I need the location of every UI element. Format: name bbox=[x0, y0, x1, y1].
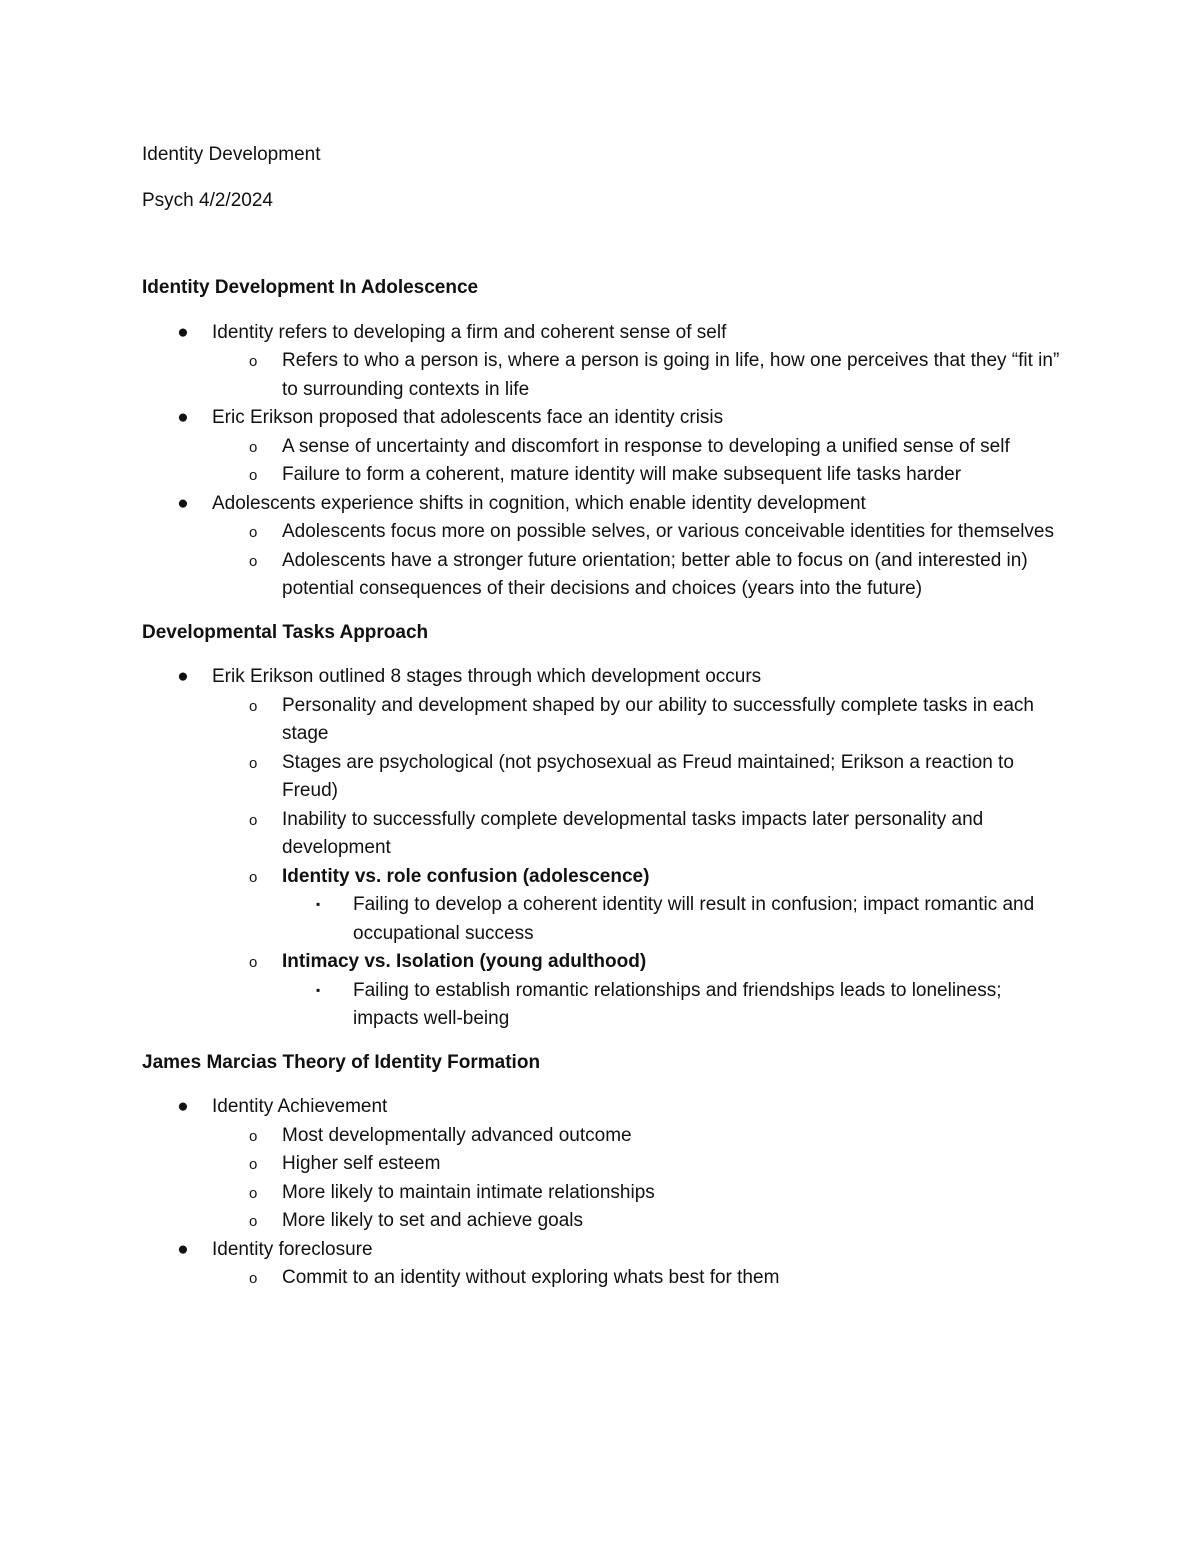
nested-sub-list bbox=[282, 891, 1062, 948]
nested-list-item bbox=[282, 977, 1062, 1034]
circle-bullet-icon: o bbox=[249, 811, 258, 829]
circle-bullet-icon: o bbox=[249, 954, 258, 971]
section bbox=[142, 1049, 1062, 1293]
document-subtitle: Psych 4/2/2024 bbox=[142, 189, 273, 211]
nested-list-item-text: Failing to develop a coherent identity will result in confusion; impact romantic and occupational success bbox=[353, 894, 1035, 944]
sub-list-item bbox=[212, 863, 1062, 949]
list-item-text: Identity foreclosure bbox=[212, 1238, 373, 1260]
sub-list-item-text: Inability to successfully complete developmental tasks impacts later personality and development bbox=[282, 808, 984, 858]
circle-bullet-icon: o bbox=[249, 697, 258, 715]
sub-list-item-text: Personality and development shaped by our ability to successfully complete tasks in each stage bbox=[282, 694, 1034, 744]
section bbox=[142, 619, 1062, 1034]
list-item bbox=[142, 1236, 1062, 1293]
sub-list-item-text: Stages are psychological (not psychosexual as Freud maintained; Erikson a reaction to Freud) bbox=[282, 751, 1014, 801]
sub-list-item bbox=[212, 1150, 1062, 1179]
square-bullet-icon: ▪ bbox=[316, 982, 321, 997]
list-item-text: Identity Achievement bbox=[212, 1096, 388, 1117]
sub-list-item bbox=[212, 433, 1062, 462]
circle-bullet-icon: o bbox=[249, 467, 258, 484]
bullet-icon: ● bbox=[177, 1096, 189, 1117]
notes-body bbox=[142, 274, 1062, 1293]
sub-list-item-text: A sense of uncertainty and discomfort in response to developing a unified sense of self bbox=[282, 435, 1010, 457]
bullet-icon: ● bbox=[177, 666, 189, 687]
section-heading: Identity Development In Adolescence bbox=[142, 277, 479, 298]
sub-list-item-text: Intimacy vs. Isolation (young adulthood) bbox=[282, 951, 647, 972]
sub-list-item-text: Adolescents focus more on possible selves, or various conceivable identities for themselves bbox=[282, 521, 1054, 542]
circle-bullet-icon: o bbox=[249, 438, 258, 456]
circle-bullet-icon: o bbox=[249, 353, 258, 370]
list-item-text: Erik Erikson outlined 8 stages through which development occurs bbox=[212, 666, 762, 687]
list-item bbox=[142, 663, 1062, 1034]
bullet-icon: ● bbox=[177, 1238, 189, 1260]
sub-list-item bbox=[212, 692, 1062, 749]
sub-list-item bbox=[212, 1264, 1062, 1293]
circle-bullet-icon: o bbox=[249, 552, 258, 570]
sub-list bbox=[212, 1122, 1062, 1236]
list-item bbox=[142, 490, 1062, 604]
circle-bullet-icon: o bbox=[249, 868, 258, 886]
sub-list-item bbox=[212, 518, 1062, 547]
bullet-icon: ● bbox=[177, 321, 189, 343]
list-item bbox=[142, 404, 1062, 490]
circle-bullet-icon: o bbox=[249, 1184, 258, 1202]
sub-list bbox=[212, 433, 1062, 490]
sub-list-item bbox=[212, 1179, 1062, 1208]
sub-list bbox=[212, 518, 1062, 604]
bullet-icon: ● bbox=[177, 492, 189, 514]
circle-bullet-icon: o bbox=[249, 1127, 258, 1145]
square-bullet-icon: ▪ bbox=[316, 897, 321, 911]
section-heading: Developmental Tasks Approach bbox=[142, 621, 429, 643]
circle-bullet-icon: o bbox=[249, 754, 258, 772]
list-item-text: Adolescents experience shifts in cognition, which enable identity development bbox=[212, 492, 866, 514]
section-heading: James Marcias Theory of Identity Formation bbox=[142, 1051, 541, 1073]
bullet-list bbox=[142, 663, 1062, 1034]
sub-list-item-text: Refers to who a person is, where a person is going in life, how one perceives that they “fit in” to surrounding contexts in life bbox=[282, 350, 1060, 400]
sub-list bbox=[212, 347, 1062, 404]
sub-list-item-text: Higher self esteem bbox=[282, 1153, 441, 1174]
sub-list-item bbox=[212, 806, 1062, 863]
sub-list-item-text: Failure to form a coherent, mature identity will make subsequent life tasks harder bbox=[282, 464, 962, 485]
sub-list-item-text: More likely to set and achieve goals bbox=[282, 1210, 583, 1231]
document-page bbox=[142, 141, 1062, 1308]
nested-sub-list bbox=[282, 977, 1062, 1034]
sub-list-item-text: More likely to maintain intimate relationships bbox=[282, 1181, 655, 1203]
sub-list-item bbox=[212, 347, 1062, 404]
sub-list-item bbox=[212, 1122, 1062, 1151]
circle-bullet-icon: o bbox=[249, 1270, 258, 1287]
sub-list-item bbox=[212, 461, 1062, 490]
bullet-icon: ● bbox=[177, 407, 189, 428]
list-item bbox=[142, 319, 1062, 405]
bullet-list bbox=[142, 1093, 1062, 1293]
document-title: Identity Development bbox=[142, 144, 321, 165]
sub-list-item bbox=[212, 547, 1062, 604]
bullet-list bbox=[142, 319, 1062, 604]
circle-bullet-icon: o bbox=[249, 1156, 258, 1173]
sub-list-item bbox=[212, 749, 1062, 806]
sub-list-item-text: Most developmentally advanced outcome bbox=[282, 1124, 632, 1146]
circle-bullet-icon: o bbox=[249, 524, 258, 541]
sub-list bbox=[212, 692, 1062, 1034]
nested-list-item-text: Failing to establish romantic relationships and friendships leads to loneliness; impacts well-being bbox=[353, 979, 1002, 1029]
sub-list bbox=[212, 1264, 1062, 1293]
nested-list-item bbox=[282, 891, 1062, 948]
sub-list-item-text: Adolescents have a stronger future orientation; better able to focus on (and interested in) potential consequences of their decisions and choices (years into the future) bbox=[282, 549, 1028, 599]
circle-bullet-icon: o bbox=[249, 1213, 258, 1230]
sub-list-item bbox=[212, 948, 1062, 1034]
section bbox=[142, 274, 1062, 604]
sub-list-item-text: Commit to an identity without exploring whats best for them bbox=[282, 1267, 780, 1288]
list-item bbox=[142, 1093, 1062, 1236]
list-item-text: Identity refers to developing a firm and coherent sense of self bbox=[212, 321, 727, 343]
sub-list-item-text: Identity vs. role confusion (adolescence) bbox=[282, 865, 650, 887]
list-item-text: Eric Erikson proposed that adolescents face an identity crisis bbox=[212, 407, 724, 428]
sub-list-item bbox=[212, 1207, 1062, 1236]
